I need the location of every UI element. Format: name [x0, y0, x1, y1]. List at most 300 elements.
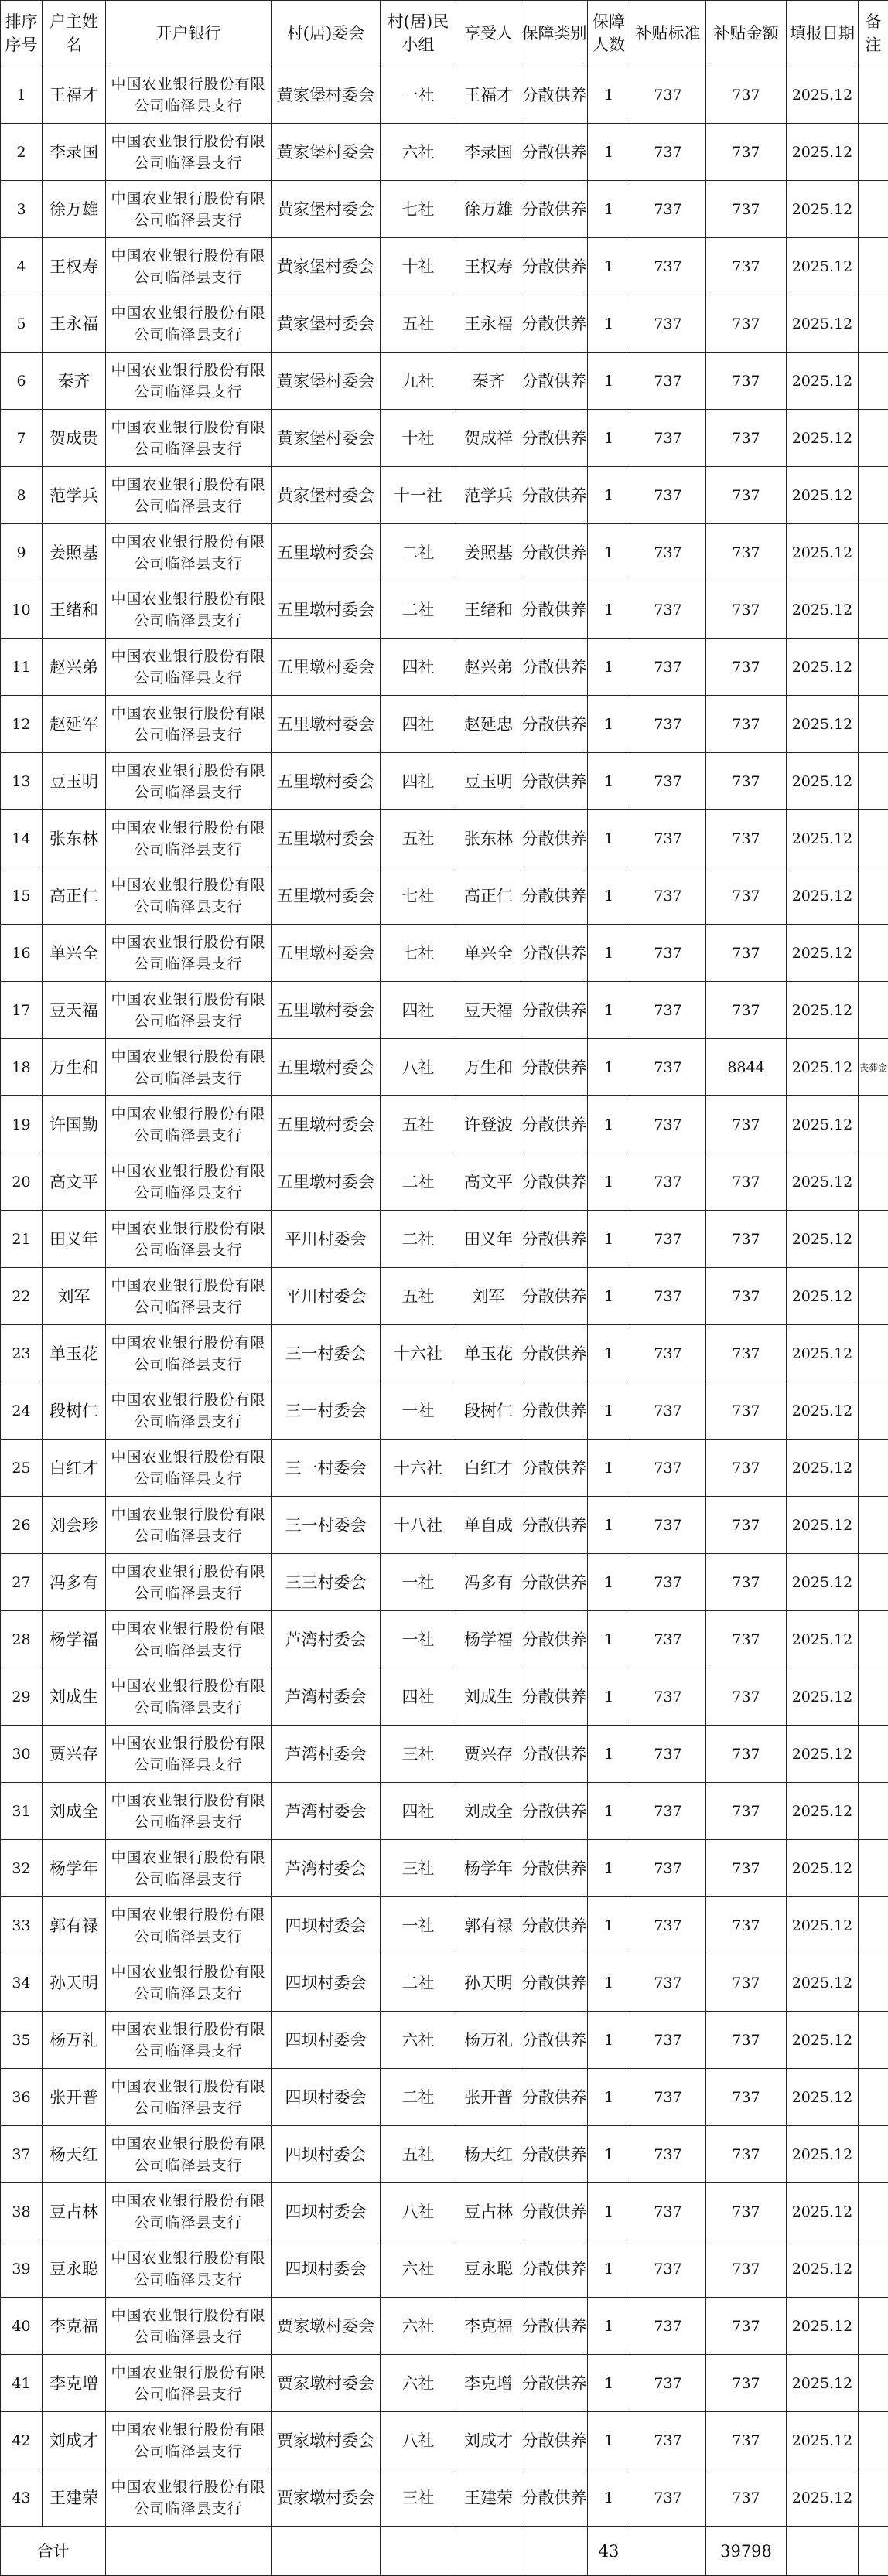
cell-date: 2025.12 [787, 810, 859, 867]
cell-standard: 737 [630, 2355, 706, 2412]
cell-owner: 刘成生 [43, 1668, 106, 1726]
cell-people: 1 [588, 1497, 630, 1554]
table-row [1, 581, 888, 639]
cell-date: 2025.12 [787, 2069, 859, 2126]
cell-bank: 中国农业银行股份有限公司临泽县支行 [106, 753, 272, 810]
cell-people: 1 [588, 1325, 630, 1382]
cell-category: 分散供养 [521, 581, 588, 639]
cell-amount: 737 [706, 696, 787, 753]
cell-standard: 737 [630, 2298, 706, 2355]
cell-group: 七社 [381, 867, 456, 925]
cell-village: 五里墩村委会 [272, 810, 381, 867]
cell-category: 分散供养 [521, 2355, 588, 2412]
cell-beneficiary: 王绪和 [456, 581, 521, 639]
cell-bank: 中国农业银行股份有限公司临泽县支行 [106, 1211, 272, 1268]
cell-seq: 42 [1, 2412, 43, 2469]
cell-standard: 737 [630, 467, 706, 524]
total-empty-beneficiary [456, 2527, 521, 2576]
cell-people: 1 [588, 1954, 630, 2012]
cell-people: 1 [588, 1611, 630, 1668]
cell-bank: 中国农业银行股份有限公司临泽县支行 [106, 639, 272, 696]
cell-standard: 737 [630, 982, 706, 1039]
table-row [1, 2069, 888, 2126]
cell-category: 分散供养 [521, 467, 588, 524]
cell-category: 分散供养 [521, 1153, 588, 1211]
total-empty-category [521, 2527, 588, 2576]
cell-bank: 中国农业银行股份有限公司临泽县支行 [106, 124, 272, 181]
cell-seq: 29 [1, 1668, 43, 1726]
table-row [1, 295, 888, 353]
cell-people: 1 [588, 1211, 630, 1268]
cell-note [859, 124, 888, 181]
cell-village: 芦湾村委会 [272, 1611, 381, 1668]
cell-people: 1 [588, 639, 630, 696]
cell-standard: 737 [630, 810, 706, 867]
cell-note [859, 982, 888, 1039]
cell-people: 1 [588, 353, 630, 410]
cell-amount: 737 [706, 2412, 787, 2469]
cell-note [859, 410, 888, 467]
cell-note [859, 1382, 888, 1440]
cell-group: 二社 [381, 581, 456, 639]
cell-village: 五里墩村委会 [272, 696, 381, 753]
cell-date: 2025.12 [787, 353, 859, 410]
cell-standard: 737 [630, 295, 706, 353]
cell-beneficiary: 杨学福 [456, 1611, 521, 1668]
cell-owner: 孙天明 [43, 1954, 106, 2012]
cell-standard: 737 [630, 1897, 706, 1954]
cell-village: 四坝村委会 [272, 1954, 381, 2012]
cell-date: 2025.12 [787, 2355, 859, 2412]
table-row [1, 2355, 888, 2412]
cell-category: 分散供养 [521, 1382, 588, 1440]
cell-group: 二社 [381, 1954, 456, 2012]
cell-seq: 30 [1, 1726, 43, 1783]
cell-beneficiary: 刘成生 [456, 1668, 521, 1726]
cell-beneficiary: 单兴全 [456, 925, 521, 982]
cell-beneficiary: 高正仁 [456, 867, 521, 925]
cell-bank: 中国农业银行股份有限公司临泽县支行 [106, 2355, 272, 2412]
cell-note [859, 2069, 888, 2126]
cell-note [859, 867, 888, 925]
table-row [1, 1440, 888, 1497]
table-row [1, 1497, 888, 1554]
cell-amount: 737 [706, 1668, 787, 1726]
cell-beneficiary: 杨万礼 [456, 2012, 521, 2069]
cell-bank: 中国农业银行股份有限公司临泽县支行 [106, 295, 272, 353]
table-row [1, 2298, 888, 2355]
cell-date: 2025.12 [787, 66, 859, 124]
cell-owner: 杨天红 [43, 2126, 106, 2183]
cell-category: 分散供养 [521, 295, 588, 353]
total-row [1, 2527, 888, 2576]
cell-standard: 737 [630, 2069, 706, 2126]
cell-amount: 737 [706, 1783, 787, 1840]
cell-bank: 中国农业银行股份有限公司临泽县支行 [106, 1554, 272, 1611]
cell-bank: 中国农业银行股份有限公司临泽县支行 [106, 1840, 272, 1897]
cell-bank: 中国农业银行股份有限公司临泽县支行 [106, 2069, 272, 2126]
cell-people: 1 [588, 181, 630, 238]
cell-category: 分散供养 [521, 1268, 588, 1325]
cell-village: 三一村委会 [272, 1382, 381, 1440]
cell-seq: 23 [1, 1325, 43, 1382]
table-row [1, 867, 888, 925]
cell-category: 分散供养 [521, 1039, 588, 1096]
cell-owner: 刘军 [43, 1268, 106, 1325]
cell-group: 五社 [381, 2126, 456, 2183]
cell-beneficiary: 李克增 [456, 2355, 521, 2412]
cell-village: 贾家墩村委会 [272, 2298, 381, 2355]
table-row [1, 2412, 888, 2469]
table-row [1, 753, 888, 810]
cell-date: 2025.12 [787, 581, 859, 639]
cell-beneficiary: 李录国 [456, 124, 521, 181]
cell-people: 1 [588, 1840, 630, 1897]
cell-note [859, 1268, 888, 1325]
cell-amount: 737 [706, 2469, 787, 2527]
cell-people: 1 [588, 925, 630, 982]
cell-seq: 34 [1, 1954, 43, 2012]
table-row [1, 2469, 888, 2527]
cell-bank: 中国农业银行股份有限公司临泽县支行 [106, 2240, 272, 2298]
cell-beneficiary: 豆玉明 [456, 753, 521, 810]
cell-owner: 李克福 [43, 2298, 106, 2355]
cell-people: 1 [588, 1897, 630, 1954]
cell-seq: 7 [1, 410, 43, 467]
cell-village: 芦湾村委会 [272, 1783, 381, 1840]
total-empty-village [272, 2527, 381, 2576]
table-row [1, 1554, 888, 1611]
table-row [1, 1668, 888, 1726]
cell-seq: 25 [1, 1440, 43, 1497]
cell-note [859, 1897, 888, 1954]
header-row [1, 1, 888, 66]
cell-amount: 737 [706, 181, 787, 238]
cell-seq: 32 [1, 1840, 43, 1897]
table-row [1, 1726, 888, 1783]
table-row [1, 467, 888, 524]
cell-group: 十八社 [381, 1497, 456, 1554]
cell-standard: 737 [630, 1382, 706, 1440]
cell-note [859, 295, 888, 353]
cell-date: 2025.12 [787, 295, 859, 353]
cell-people: 1 [588, 581, 630, 639]
cell-village: 平川村委会 [272, 1211, 381, 1268]
cell-amount: 737 [706, 1268, 787, 1325]
cell-amount: 737 [706, 753, 787, 810]
cell-date: 2025.12 [787, 124, 859, 181]
cell-village: 四坝村委会 [272, 1897, 381, 1954]
cell-date: 2025.12 [787, 696, 859, 753]
cell-category: 分散供养 [521, 810, 588, 867]
cell-note [859, 753, 888, 810]
cell-date: 2025.12 [787, 982, 859, 1039]
cell-village: 三一村委会 [272, 1497, 381, 1554]
cell-note [859, 2240, 888, 2298]
cell-amount: 737 [706, 1954, 787, 2012]
cell-group: 二社 [381, 1153, 456, 1211]
header-group: 村(居)民小组 [381, 1, 456, 66]
cell-note [859, 1153, 888, 1211]
cell-beneficiary: 贺成祥 [456, 410, 521, 467]
table-row [1, 1325, 888, 1382]
cell-village: 四坝村委会 [272, 2183, 381, 2240]
cell-date: 2025.12 [787, 467, 859, 524]
cell-category: 分散供养 [521, 410, 588, 467]
cell-note [859, 1554, 888, 1611]
cell-standard: 737 [630, 2412, 706, 2469]
cell-bank: 中国农业银行股份有限公司临泽县支行 [106, 810, 272, 867]
cell-village: 五里墩村委会 [272, 1153, 381, 1211]
cell-owner: 白红才 [43, 1440, 106, 1497]
cell-note [859, 238, 888, 295]
cell-bank: 中国农业银行股份有限公司临泽县支行 [106, 1726, 272, 1783]
cell-village: 四坝村委会 [272, 2069, 381, 2126]
cell-group: 五社 [381, 1268, 456, 1325]
cell-amount: 737 [706, 2240, 787, 2298]
cell-beneficiary: 段树仁 [456, 1382, 521, 1440]
cell-date: 2025.12 [787, 867, 859, 925]
cell-beneficiary: 刘成才 [456, 2412, 521, 2469]
cell-amount: 737 [706, 2298, 787, 2355]
cell-owner: 郭有禄 [43, 1897, 106, 1954]
cell-group: 七社 [381, 925, 456, 982]
cell-group: 一社 [381, 1554, 456, 1611]
total-label: 合计 [1, 2527, 106, 2576]
cell-beneficiary: 范学兵 [456, 467, 521, 524]
cell-note [859, 581, 888, 639]
cell-owner: 豆天福 [43, 982, 106, 1039]
cell-note [859, 467, 888, 524]
cell-date: 2025.12 [787, 1325, 859, 1382]
cell-amount: 737 [706, 1497, 787, 1554]
cell-category: 分散供养 [521, 2469, 588, 2527]
cell-bank: 中国农业银行股份有限公司临泽县支行 [106, 1497, 272, 1554]
cell-category: 分散供养 [521, 753, 588, 810]
cell-standard: 737 [630, 2012, 706, 2069]
cell-people: 1 [588, 1153, 630, 1211]
cell-group: 九社 [381, 353, 456, 410]
cell-beneficiary: 豆永聪 [456, 2240, 521, 2298]
cell-standard: 737 [630, 1554, 706, 1611]
cell-amount: 737 [706, 410, 787, 467]
cell-category: 分散供养 [521, 1611, 588, 1668]
cell-bank: 中国农业银行股份有限公司临泽县支行 [106, 1611, 272, 1668]
cell-seq: 33 [1, 1897, 43, 1954]
cell-beneficiary: 秦齐 [456, 353, 521, 410]
cell-group: 二社 [381, 2069, 456, 2126]
cell-note [859, 2412, 888, 2469]
header-amount: 补贴金额 [706, 1, 787, 66]
cell-seq: 6 [1, 353, 43, 410]
header-seq: 排序序号 [1, 1, 43, 66]
cell-bank: 中国农业银行股份有限公司临泽县支行 [106, 1268, 272, 1325]
cell-owner: 刘会珍 [43, 1497, 106, 1554]
cell-owner: 杨学年 [43, 1840, 106, 1897]
cell-date: 2025.12 [787, 1211, 859, 1268]
cell-standard: 737 [630, 639, 706, 696]
cell-bank: 中国农业银行股份有限公司临泽县支行 [106, 1897, 272, 1954]
table-body [1, 66, 888, 2527]
cell-owner: 豆玉明 [43, 753, 106, 810]
cell-group: 五社 [381, 1096, 456, 1153]
cell-people: 1 [588, 1268, 630, 1325]
cell-owner: 段树仁 [43, 1382, 106, 1440]
cell-standard: 737 [630, 1153, 706, 1211]
cell-owner: 田义年 [43, 1211, 106, 1268]
cell-amount: 737 [706, 810, 787, 867]
cell-standard: 737 [630, 1497, 706, 1554]
cell-amount: 8844 [706, 1039, 787, 1096]
cell-people: 1 [588, 1039, 630, 1096]
header-category: 保障类别 [521, 1, 588, 66]
cell-date: 2025.12 [787, 1268, 859, 1325]
cell-note [859, 1211, 888, 1268]
cell-date: 2025.12 [787, 2183, 859, 2240]
cell-owner: 万生和 [43, 1039, 106, 1096]
cell-amount: 737 [706, 1897, 787, 1954]
cell-amount: 737 [706, 1611, 787, 1668]
cell-beneficiary: 豆占林 [456, 2183, 521, 2240]
cell-group: 四社 [381, 1668, 456, 1726]
cell-category: 分散供养 [521, 2126, 588, 2183]
header-date: 填报日期 [787, 1, 859, 66]
table-row [1, 1153, 888, 1211]
cell-people: 1 [588, 524, 630, 581]
table-row [1, 1096, 888, 1153]
cell-beneficiary: 王建荣 [456, 2469, 521, 2527]
table-row [1, 810, 888, 867]
cell-standard: 737 [630, 1954, 706, 2012]
cell-note [859, 1783, 888, 1840]
cell-standard: 737 [630, 353, 706, 410]
cell-beneficiary: 孙天明 [456, 1954, 521, 2012]
cell-beneficiary: 刘成全 [456, 1783, 521, 1840]
cell-village: 五里墩村委会 [272, 524, 381, 581]
cell-people: 1 [588, 753, 630, 810]
cell-village: 五里墩村委会 [272, 639, 381, 696]
table-row [1, 1954, 888, 2012]
cell-seq: 18 [1, 1039, 43, 1096]
cell-group: 七社 [381, 181, 456, 238]
cell-seq: 24 [1, 1382, 43, 1440]
cell-category: 分散供养 [521, 1726, 588, 1783]
cell-owner: 许国勤 [43, 1096, 106, 1153]
total-amount: 39798 [706, 2527, 787, 2576]
cell-standard: 737 [630, 696, 706, 753]
cell-seq: 43 [1, 2469, 43, 2527]
cell-beneficiary: 白红才 [456, 1440, 521, 1497]
table-row [1, 1611, 888, 1668]
cell-beneficiary: 赵延忠 [456, 696, 521, 753]
cell-note [859, 2469, 888, 2527]
cell-bank: 中国农业银行股份有限公司临泽县支行 [106, 1668, 272, 1726]
cell-owner: 李录国 [43, 124, 106, 181]
cell-date: 2025.12 [787, 925, 859, 982]
cell-group: 六社 [381, 2240, 456, 2298]
cell-amount: 737 [706, 1211, 787, 1268]
cell-category: 分散供养 [521, 1840, 588, 1897]
cell-note [859, 696, 888, 753]
cell-group: 一社 [381, 66, 456, 124]
cell-village: 五里墩村委会 [272, 1096, 381, 1153]
cell-seq: 28 [1, 1611, 43, 1668]
cell-village: 五里墩村委会 [272, 1039, 381, 1096]
cell-note [859, 639, 888, 696]
cell-standard: 737 [630, 2126, 706, 2183]
cell-standard: 737 [630, 1783, 706, 1840]
cell-standard: 737 [630, 1726, 706, 1783]
table-row [1, 925, 888, 982]
cell-seq: 3 [1, 181, 43, 238]
cell-category: 分散供养 [521, 925, 588, 982]
cell-people: 1 [588, 982, 630, 1039]
cell-group: 六社 [381, 2298, 456, 2355]
cell-group: 三社 [381, 1840, 456, 1897]
cell-beneficiary: 张开普 [456, 2069, 521, 2126]
cell-date: 2025.12 [787, 1497, 859, 1554]
cell-note [859, 2298, 888, 2355]
cell-category: 分散供养 [521, 1668, 588, 1726]
cell-amount: 737 [706, 238, 787, 295]
cell-category: 分散供养 [521, 1783, 588, 1840]
cell-seq: 10 [1, 581, 43, 639]
cell-owner: 王福才 [43, 66, 106, 124]
cell-category: 分散供养 [521, 66, 588, 124]
cell-standard: 737 [630, 925, 706, 982]
cell-group: 四社 [381, 696, 456, 753]
cell-group: 五社 [381, 295, 456, 353]
cell-village: 四坝村委会 [272, 2126, 381, 2183]
table-row [1, 524, 888, 581]
cell-seq: 22 [1, 1268, 43, 1325]
cell-group: 三社 [381, 1726, 456, 1783]
cell-date: 2025.12 [787, 2012, 859, 2069]
cell-people: 1 [588, 1382, 630, 1440]
cell-seq: 17 [1, 982, 43, 1039]
cell-amount: 737 [706, 467, 787, 524]
cell-note [859, 1954, 888, 2012]
cell-amount: 737 [706, 124, 787, 181]
cell-date: 2025.12 [787, 181, 859, 238]
table-row [1, 2240, 888, 2298]
cell-category: 分散供养 [521, 1897, 588, 1954]
cell-owner: 高文平 [43, 1153, 106, 1211]
cell-standard: 737 [630, 581, 706, 639]
cell-beneficiary: 王福才 [456, 66, 521, 124]
cell-bank: 中国农业银行股份有限公司临泽县支行 [106, 66, 272, 124]
table-row [1, 1783, 888, 1840]
cell-bank: 中国农业银行股份有限公司临泽县支行 [106, 1153, 272, 1211]
cell-beneficiary: 王权寿 [456, 238, 521, 295]
cell-beneficiary: 张东林 [456, 810, 521, 867]
cell-beneficiary: 杨学年 [456, 1840, 521, 1897]
table-row [1, 1039, 888, 1096]
cell-date: 2025.12 [787, 2469, 859, 2527]
cell-note [859, 181, 888, 238]
cell-owner: 冯多有 [43, 1554, 106, 1611]
cell-date: 2025.12 [787, 1954, 859, 2012]
cell-village: 黄家堡村委会 [272, 238, 381, 295]
cell-group: 一社 [381, 1897, 456, 1954]
cell-amount: 737 [706, 66, 787, 124]
cell-owner: 高正仁 [43, 867, 106, 925]
cell-people: 1 [588, 2469, 630, 2527]
cell-group: 十六社 [381, 1440, 456, 1497]
cell-category: 分散供养 [521, 867, 588, 925]
cell-date: 2025.12 [787, 1039, 859, 1096]
cell-date: 2025.12 [787, 2412, 859, 2469]
